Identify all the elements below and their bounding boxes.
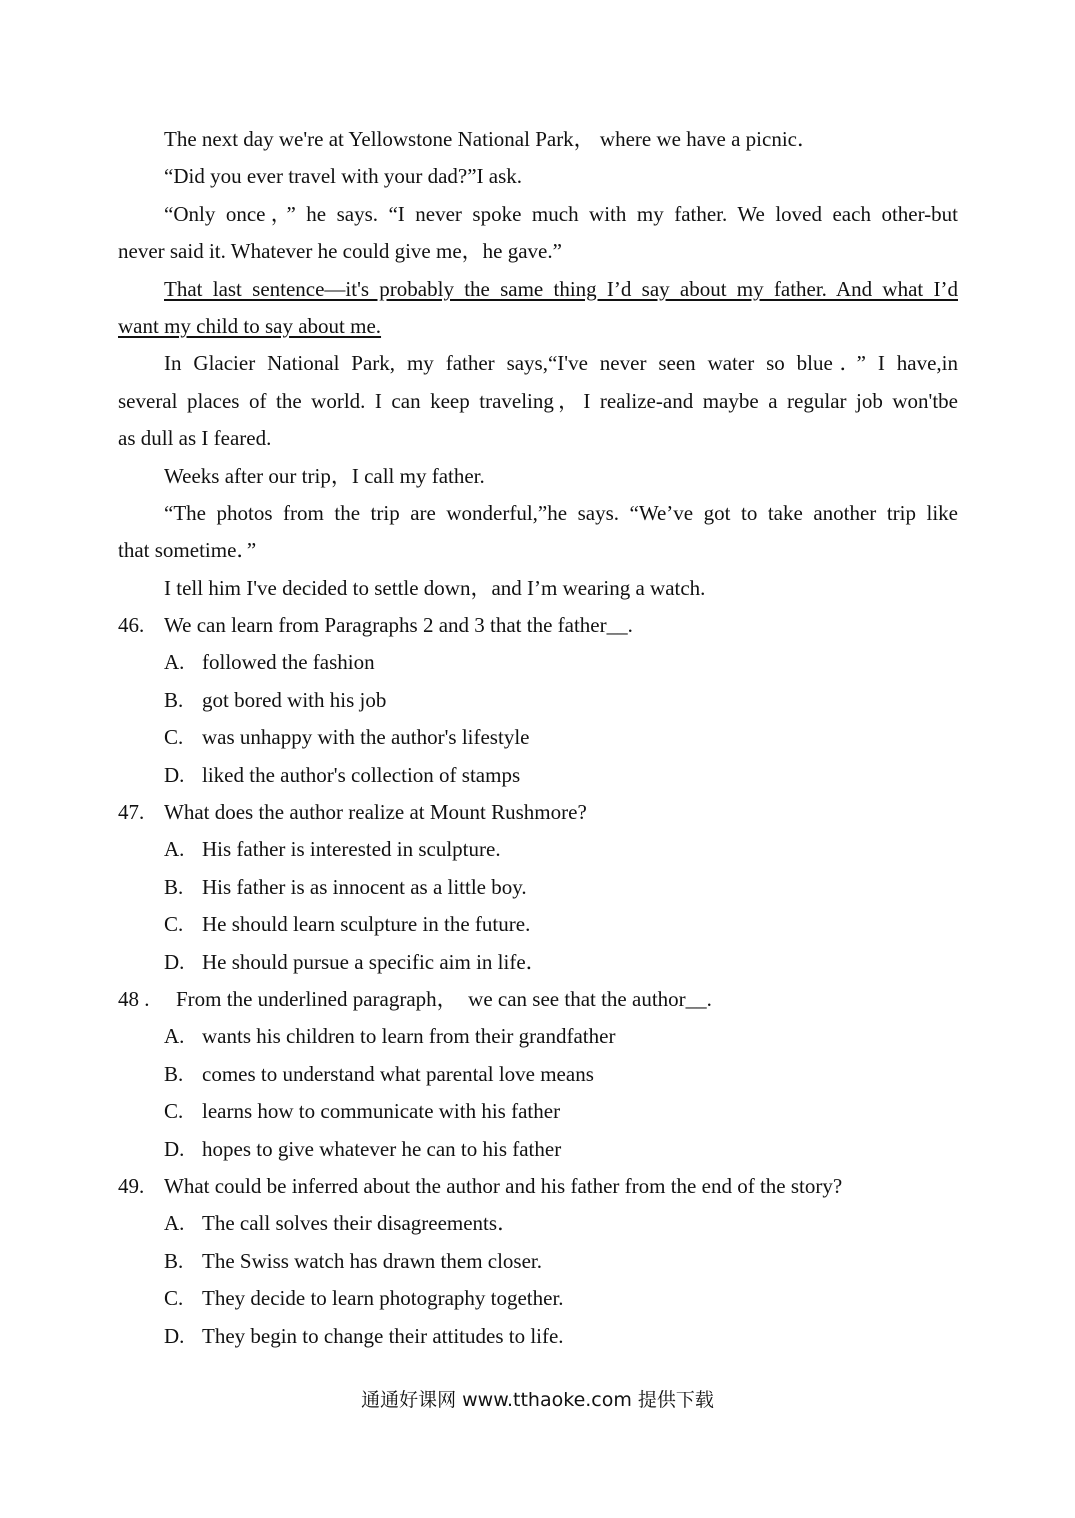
option-b (118, 869, 958, 906)
option-text: They decide to learn photography together. (202, 1286, 564, 1311)
option-c (118, 1093, 958, 1130)
question-text: From the underlined paragraph， we can see that the author__. (176, 986, 712, 1011)
option-c (118, 719, 958, 756)
question-number: 49. (118, 1173, 145, 1198)
option-text: got bored with his job (202, 687, 387, 712)
option-letter: B. (164, 1248, 184, 1273)
question-47 (118, 794, 958, 981)
option-text: was unhappy with the author's lifestyle (202, 725, 530, 750)
paragraph-line: as dull as I feared. (118, 426, 272, 451)
paragraph-line: “Only once，” he says. “I never spoke much with my father. We loved each other-but (164, 201, 958, 226)
option-text: The call solves their disagreements． (202, 1211, 519, 1236)
option-text: They begin to change their attitudes to life. (202, 1323, 564, 1348)
option-letter: B. (164, 874, 184, 899)
option-text: He should learn sculpture in the future. (202, 912, 531, 937)
question-48 (118, 981, 958, 1168)
paragraph: I tell him I've decided to settle down，and I’m wearing a watch. (164, 575, 706, 600)
option-text: wants his children to learn from their grandfather (202, 1024, 616, 1049)
paragraph-line: never said it. Whatever he could give me，he gave.” (118, 239, 562, 264)
option-letter: D. (164, 949, 185, 974)
passage (118, 121, 958, 607)
paragraph-line: “The photos from the trip are wonderful,”he says. “We’ve got to take another trip like (164, 500, 958, 525)
question-stem (118, 794, 958, 831)
question-stem (118, 607, 958, 644)
option-letter: A. (164, 1211, 185, 1236)
option-letter: A. (164, 650, 185, 675)
option-letter: B. (164, 687, 184, 712)
paragraph-line: several places of the world. I can keep traveling，I realize-and maybe a regular job won'tbe (118, 388, 958, 413)
option-a (118, 644, 958, 681)
option-d (118, 944, 958, 981)
question-number: 46. (118, 613, 145, 638)
option-letter: D. (164, 1136, 185, 1161)
option-a (118, 1205, 958, 1242)
questions (118, 607, 958, 1355)
question-number: 47. (118, 800, 145, 825)
option-text: liked the author's collection of stamps (202, 762, 521, 787)
option-text: His father is as innocent as a little boy. (202, 874, 527, 899)
option-text: learns how to communicate with his father (202, 1099, 561, 1124)
paragraph-line: that sometime．” (118, 538, 257, 563)
option-letter: C. (164, 725, 184, 750)
option-text: He should pursue a specific aim in life． (202, 949, 547, 974)
question-text: What could be inferred about the author and his father from the end of the story? (164, 1173, 843, 1198)
option-a (118, 831, 958, 868)
question-number: 48 . (118, 986, 150, 1011)
question-stem (118, 1168, 958, 1205)
question-stem (118, 981, 958, 1018)
option-letter: A. (164, 837, 185, 862)
option-c (118, 906, 958, 943)
option-d (118, 1318, 958, 1355)
document-page (118, 121, 958, 1355)
option-b (118, 1243, 958, 1280)
option-letter: B. (164, 1061, 184, 1086)
paragraph-line: In Glacier National Park, my father says,“I've never seen water so blue．” I have,in (164, 351, 958, 376)
paragraph: The next day we're at Yellowstone National Park， where we have a picnic． (164, 127, 818, 151)
option-letter: D. (164, 1323, 185, 1348)
underlined-paragraph-line: want my child to say about me. (118, 313, 382, 338)
option-d (118, 1131, 958, 1168)
question-text: What does the author realize at Mount Rushmore? (164, 800, 587, 825)
option-letter: A. (164, 1024, 185, 1049)
option-b (118, 1056, 958, 1093)
question-text: We can learn from Paragraphs 2 and 3 that the father__. (164, 613, 633, 638)
question-49 (118, 1168, 958, 1355)
option-text: The Swiss watch has drawn them closer. (202, 1248, 543, 1273)
option-letter: D. (164, 762, 185, 787)
underlined-paragraph-line: That last sentence—it's probably the same thing I’d say about my father. And what I’d (164, 276, 958, 301)
question-46 (118, 607, 958, 794)
option-letter: C. (164, 1286, 184, 1311)
option-letter: C. (164, 912, 184, 937)
option-d (118, 757, 958, 794)
option-a (118, 1018, 958, 1055)
option-letter: C. (164, 1099, 184, 1124)
footer-watermark: 通通好课网 www.tthaoke.com 提供下载 (361, 1389, 714, 1411)
option-text: followed the fashion (202, 650, 375, 675)
option-b (118, 682, 958, 719)
option-text: hopes to give whatever he can to his father (202, 1136, 562, 1161)
paragraph: Weeks after our trip，I call my father. (164, 463, 485, 488)
option-text: comes to understand what parental love means (202, 1061, 594, 1086)
paragraph: “Did you ever travel with your dad?”I ask. (164, 164, 523, 189)
option-text: His father is interested in sculpture. (202, 837, 501, 862)
option-c (118, 1280, 958, 1317)
